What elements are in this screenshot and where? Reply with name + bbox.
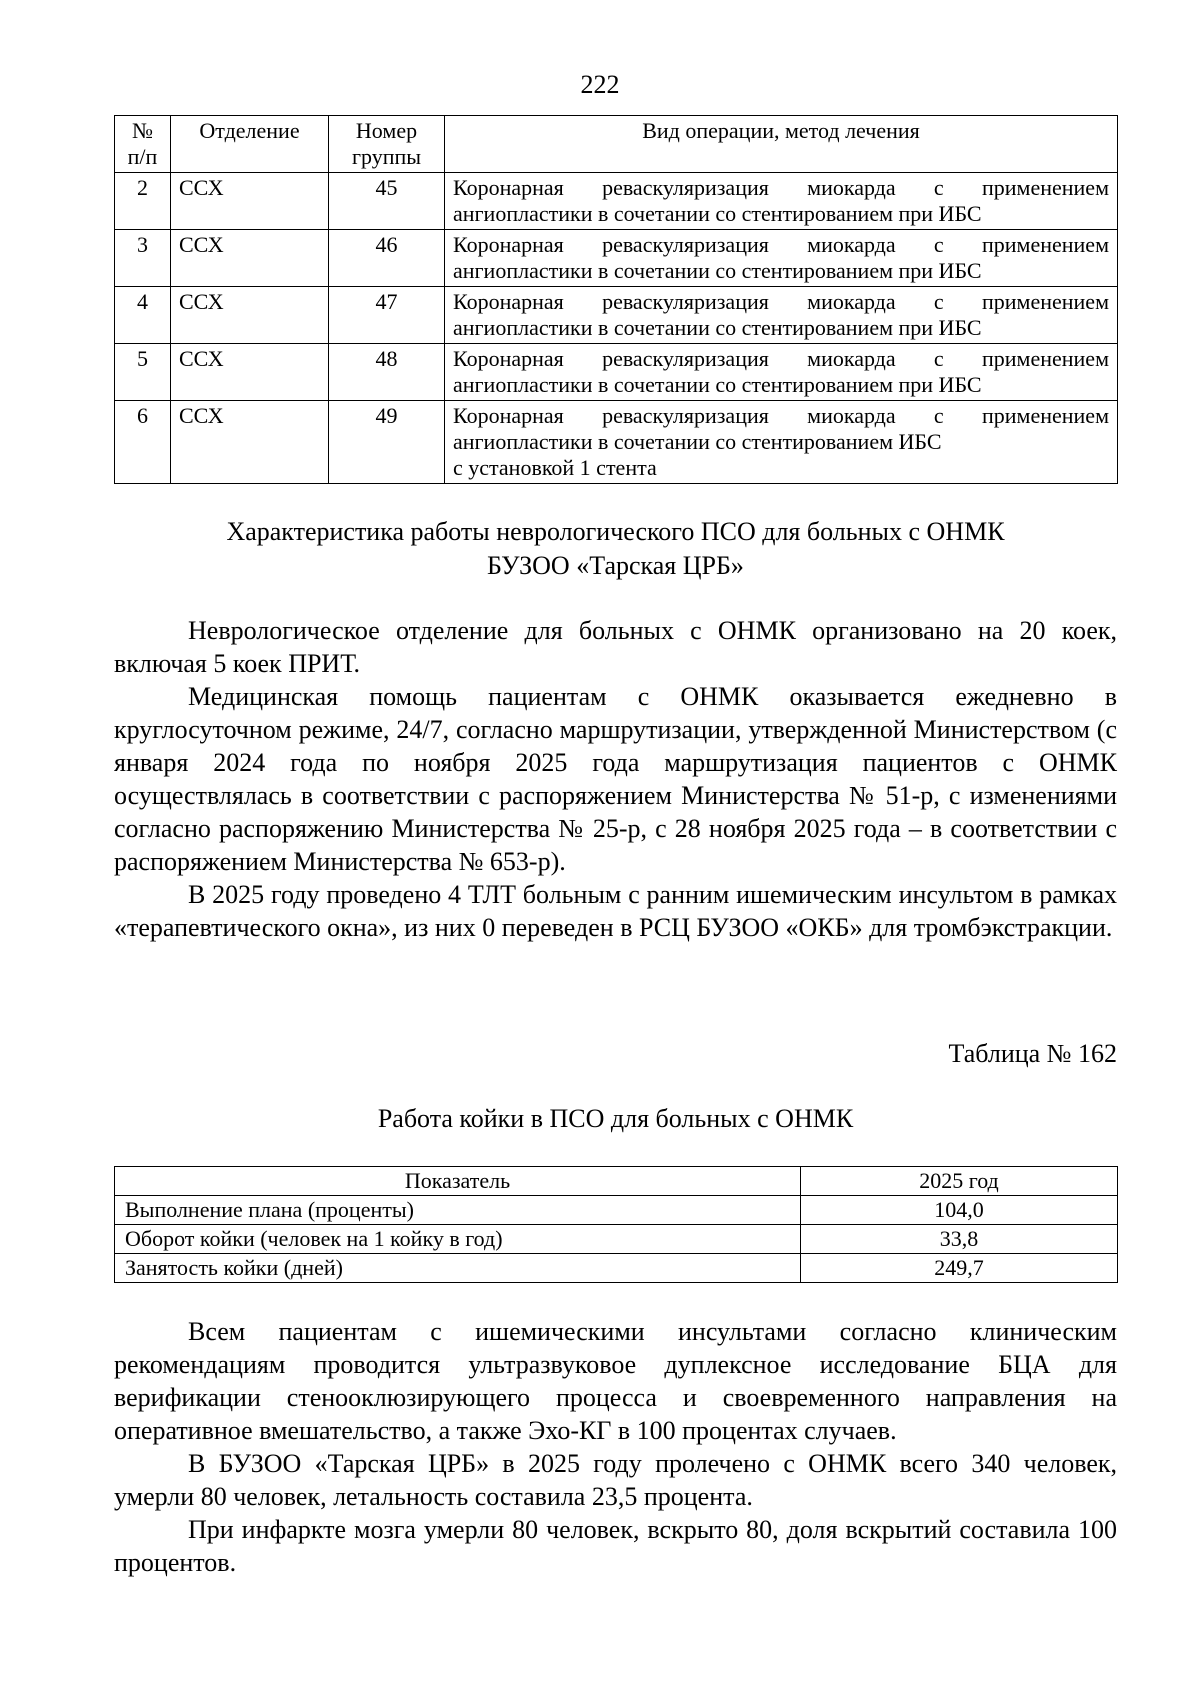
cell-department: ССХ [171, 344, 329, 401]
table-row [115, 1196, 1118, 1225]
header-group-number: Номер группы [329, 116, 445, 173]
cell-group-number: 49 [329, 401, 445, 484]
cell-department: ССХ [171, 287, 329, 344]
page-number: 222 [580, 70, 620, 99]
bed-work-table [114, 1166, 1118, 1283]
paragraph: В БУЗОО «Тарская ЦРБ» в 2025 году пролечено с ОНМК всего 340 человек, умерли 80 человек, летальность составила 23,5 процента. [114, 1449, 1117, 1511]
cell-operation-method-line: с установкой 1 стента [453, 455, 657, 480]
cell-department: ССХ [171, 401, 329, 484]
cell-operation-method: Коронарная реваскуляризация миокарда с применением ангиопластики в сочетании со стентированием при ИБС [445, 344, 1118, 401]
table-title: Работа койки в ПСО для больных с ОНМК [377, 1104, 854, 1133]
cell-group-number: 48 [329, 344, 445, 401]
cell-indicator: Выполнение плана (проценты) [115, 1196, 801, 1225]
table-row [115, 230, 1118, 287]
table-row [115, 1254, 1118, 1283]
operations-table [114, 115, 1118, 484]
cell-group-number: 46 [329, 230, 445, 287]
cell-num: 5 [115, 344, 171, 401]
table-header-row [115, 116, 1118, 173]
header-department: Отделение [171, 116, 329, 173]
table-label: Таблица № 162 [948, 1039, 1117, 1068]
table-header-row [115, 1167, 1118, 1196]
body-text-bottom [114, 1315, 1117, 1579]
header-operation-method: Вид операции, метод лечения [445, 116, 1118, 173]
cell-num: 4 [115, 287, 171, 344]
cell-group-number: 45 [329, 173, 445, 230]
table-row [115, 173, 1118, 230]
table-row [115, 344, 1118, 401]
section-heading [114, 515, 1117, 583]
cell-value: 249,7 [801, 1254, 1118, 1283]
cell-group-number: 47 [329, 287, 445, 344]
header-indicator: Показатель [115, 1167, 801, 1196]
cell-num: 2 [115, 173, 171, 230]
cell-operation-method-line: Коронарная реваскуляризация миокарда с применением ангиопластики в сочетании со стентированием ИБС [453, 403, 1109, 454]
cell-value: 104,0 [801, 1196, 1118, 1225]
cell-num: 6 [115, 401, 171, 484]
table-row [115, 1225, 1118, 1254]
cell-indicator: Занятость койки (дней) [115, 1254, 801, 1283]
cell-value: 33,8 [801, 1225, 1118, 1254]
paragraph: Всем пациентам с ишемическими инсультами согласно клиническим рекомендациям проводится ультразвуковое дуплексное исследование БЦА для верификации стенооклюзирующего процесса и своевременного направления на оперативное вмешательство, а также Эхо-КГ в 100 процентах случаев. [114, 1317, 1117, 1445]
header-year: 2025 год [801, 1167, 1118, 1196]
section-heading-line: Характеристика работы неврологического ПСО для больных с ОНМК [226, 517, 1005, 546]
paragraph: При инфаркте мозга умерли 80 человек, вскрыто 80, доля вскрытий составила 100 процентов. [114, 1515, 1117, 1577]
table-row [115, 401, 1118, 484]
paragraph: Неврологическое отделение для больных с ОНМК организовано на 20 коек, включая 5 коек ПРИТ. [114, 616, 1117, 678]
cell-operation-method: Коронарная реваскуляризация миокарда с применением ангиопластики в сочетании со стентированием при ИБС [445, 230, 1118, 287]
cell-operation-method: Коронарная реваскуляризация миокарда с применением ангиопластики в сочетании со стентированием при ИБС [445, 173, 1118, 230]
cell-department: ССХ [171, 173, 329, 230]
body-text-top [114, 614, 1117, 944]
header-num: № п/п [115, 116, 171, 173]
table-row [115, 287, 1118, 344]
cell-indicator: Оборот койки (человек на 1 койку в год) [115, 1225, 801, 1254]
paragraph: Медицинская помощь пациентам с ОНМК оказывается ежедневно в круглосуточном режиме, 24/7, согласно маршрутизации, утвержденной Министерством (с января 2024 года по ноября 2025 года маршрутизация пациентов с ОНМК осуществлялась в соответствии с распоряжением Министерства № 51-р, с изменениями согласно распоряжению Министерства № 25-р, с 28 ноября 2025 года – в соответствии с распоряжением Министерства № 653-р). [114, 682, 1117, 876]
paragraph: В 2025 году проведено 4 ТЛТ больным с ранним ишемическим инсультом в рамках «терапевтического окна», из них 0 переведен в РСЦ БУЗОО «ОКБ» для тромбэкстракции. [114, 880, 1117, 942]
section-heading-line: БУЗОО «Тарская ЦРБ» [487, 551, 744, 580]
cell-operation-method: Коронарная реваскуляризация миокарда с применением ангиопластики в сочетании со стентированием при ИБС [445, 287, 1118, 344]
cell-num: 3 [115, 230, 171, 287]
cell-operation-method [445, 401, 1118, 484]
cell-department: ССХ [171, 230, 329, 287]
